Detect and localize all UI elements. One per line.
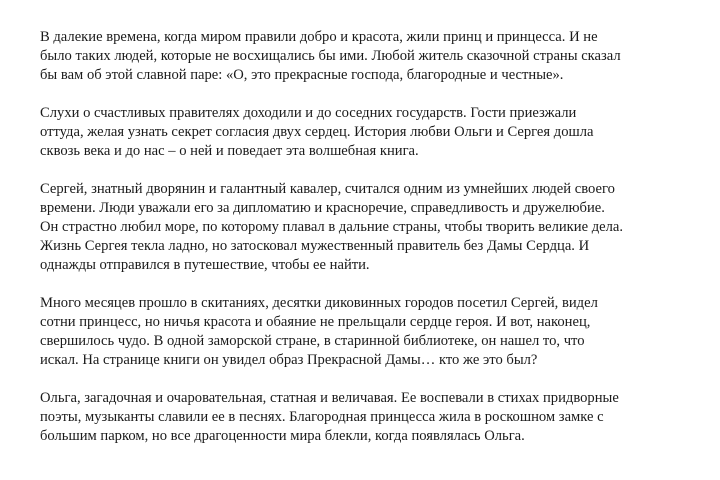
text-line: Ольга, загадочная и очаровательная, статная и величавая. Ее воспевали в стихах придворные <box>40 390 619 406</box>
text-line: сквозь века и до нас – о ней и поведает эта волшебная книга. <box>40 143 419 159</box>
text-line: Слухи о счастливых правителях доходили и до соседних государств. Гости приезжали <box>40 105 577 121</box>
paragraph-1 <box>40 28 700 85</box>
text-line: времени. Люди уважали его за дипломатию и красноречие, справедливость и дружелюбие. <box>40 200 605 216</box>
text-line: сотни принцесс, но ничья красота и обаяние не прельщали сердце героя. И вот, наконец, <box>40 314 591 330</box>
paragraph-5 <box>40 389 700 446</box>
text-line: было таких людей, которые не восхищались бы ими. Любой житель сказочной страны сказал <box>40 48 621 64</box>
paragraph-2 <box>40 104 700 161</box>
text-line: большим парком, но все драгоценности мира блекли, когда появлялась Ольга. <box>40 428 525 444</box>
text-line: Много месяцев прошло в скитаниях, десятки диковинных городов посетил Сергей, видел <box>40 295 598 311</box>
text-line: Сергей, знатный дворянин и галантный кавалер, считался одним из умнейших людей своего <box>40 181 615 197</box>
paragraph-3 <box>40 180 700 275</box>
text-line: свершилось чудо. В одной заморской стране, в старинной библиотеке, он нашел то, что <box>40 333 585 349</box>
text-line: искал. На странице книги он увидел образ Прекрасной Дамы… кто же это был? <box>40 352 538 368</box>
text-line: бы вам об этой славной паре: «О, это прекрасные господа, благородные и честные». <box>40 67 564 83</box>
text-line: поэты, музыканты славили ее в песнях. Благородная принцесса жила в роскошном замке с <box>40 409 604 425</box>
text-line: оттуда, желая узнать секрет согласия двух сердец. История любви Ольги и Сергея дошла <box>40 124 594 140</box>
text-line: В далекие времена, когда миром правили добро и красота, жили принц и принцесса. И не <box>40 29 598 45</box>
paragraph-4 <box>40 294 700 370</box>
text-line: Жизнь Сергея текла ладно, но затосковал мужественный правитель без Дамы Сердца. И <box>40 238 590 254</box>
document-page <box>40 28 700 465</box>
text-line: однажды отправился в путешествие, чтобы ее найти. <box>40 257 370 273</box>
text-line: Он страстно любил море, по которому плавал в дальние страны, чтобы творить великие дела. <box>40 219 624 235</box>
